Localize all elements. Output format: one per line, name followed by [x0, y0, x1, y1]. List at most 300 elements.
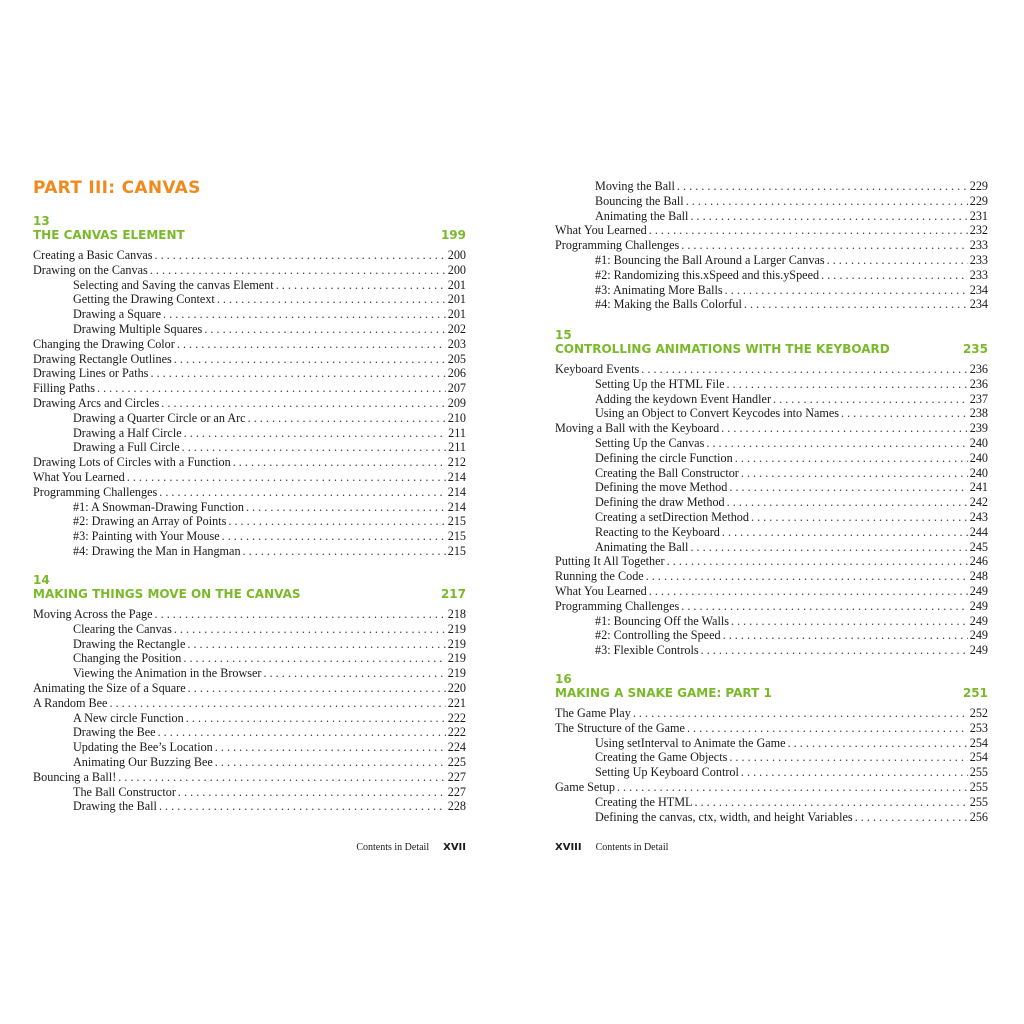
dot-leader: [686, 194, 968, 209]
dot-leader: [821, 268, 968, 283]
toc-entry: [33, 696, 466, 711]
toc-entry-title: Drawing a Quarter Circle or an Arc: [73, 410, 246, 425]
dot-leader: [159, 485, 445, 500]
dot-leader: [222, 529, 446, 544]
dot-leader: [159, 799, 446, 814]
toc-entry-title: Viewing the Animation in the Browser: [73, 666, 262, 681]
toc-entry-title: The Game Play: [555, 706, 631, 720]
dot-leader: [690, 540, 967, 555]
dot-leader: [154, 248, 445, 263]
toc-entry-title: Drawing Arcs and Circles: [33, 395, 160, 410]
toc-entry-page: 236: [969, 362, 988, 376]
dot-leader: [118, 770, 445, 785]
toc-entry: [33, 292, 466, 307]
toc-entry-page: 242: [969, 495, 988, 510]
toc-entry: [33, 770, 466, 785]
dot-leader: [109, 696, 445, 711]
dot-leader: [204, 322, 445, 337]
toc-entry-title: Setting Up the Canvas: [595, 435, 705, 450]
toc-entry: [33, 711, 466, 726]
toc-entry-page: 249: [969, 598, 988, 613]
toc-entry-page: 238: [969, 406, 988, 421]
toc-entry-page: 233: [969, 252, 988, 267]
toc-entry: [555, 569, 988, 584]
dot-leader: [158, 725, 446, 740]
chapter-title: MAKING A SNAKE GAME: PART 1: [555, 686, 772, 700]
dot-leader: [183, 651, 445, 666]
toc-entry: [555, 436, 988, 451]
dot-leader: [751, 510, 968, 525]
toc-entry: [33, 322, 466, 337]
toc-entry-page: 211: [448, 425, 466, 440]
toc-entry-title: #3: Animating More Balls: [595, 282, 723, 297]
toc-entry-title: Moving a Ball with the Keyboard: [555, 421, 720, 436]
toc-entry-title: Drawing the Rectangle: [73, 636, 186, 651]
toc-entry-page: 241: [969, 480, 988, 495]
toc-entry-title: The Structure of the Game: [555, 720, 685, 735]
chapter-16: [555, 672, 988, 824]
dot-leader: [646, 569, 968, 584]
dot-leader: [722, 525, 968, 540]
toc-entry-page: 240: [969, 435, 988, 450]
toc-entry-page: 210: [447, 410, 466, 425]
page-number: XVIII: [555, 842, 582, 853]
toc-entry-title: Animating the Ball: [595, 208, 689, 223]
toc-entry: [555, 750, 988, 765]
toc-entry: [33, 426, 466, 441]
toc-entry-page: 219: [447, 666, 466, 681]
toc-entry-page: 219: [447, 636, 466, 651]
toc-entry: [555, 584, 988, 599]
toc-entry: [33, 622, 466, 637]
dot-leader: [701, 643, 968, 658]
chapter-heading: [33, 587, 466, 601]
toc-entry: [33, 337, 466, 352]
toc-entry-title: Defining the circle Function: [595, 450, 733, 465]
dot-leader: [727, 495, 968, 510]
dot-leader: [182, 440, 447, 455]
toc-entry-page: 240: [969, 465, 988, 480]
toc-entry-title: Drawing on the Canvas: [33, 262, 148, 277]
toc-entry: [555, 765, 988, 780]
toc-entry: [555, 194, 988, 209]
toc-entry: [33, 681, 466, 696]
toc-entry-page: 244: [969, 524, 988, 539]
dot-leader: [174, 352, 446, 367]
dot-leader: [649, 584, 968, 599]
toc-entry-page: 256: [969, 809, 988, 824]
toc-entry-page: 207: [447, 381, 466, 396]
toc-entry-title: Keyboard Events: [555, 362, 640, 376]
toc-entry-page: 249: [969, 628, 988, 643]
toc-entry-title: Moving the Ball: [595, 179, 675, 193]
chapter-number: 15: [555, 328, 572, 342]
dot-leader: [174, 622, 446, 637]
toc-entry: [33, 455, 466, 470]
toc-entry-page: 224: [447, 740, 466, 755]
dot-leader: [177, 337, 446, 352]
toc-entry-title: Programming Challenges: [555, 598, 680, 613]
toc-entry-title: Drawing a Square: [73, 307, 161, 322]
chapter-title: MAKING THINGS MOVE ON THE CANVAS: [33, 587, 301, 601]
chapter-title: CONTROLLING ANIMATIONS WITH THE KEYBOARD: [555, 342, 890, 356]
toc-entry-page: 255: [969, 794, 988, 809]
toc-entry: [33, 307, 466, 322]
toc-entry-title: Drawing the Bee: [73, 725, 156, 740]
toc-entry-title: Putting It All Together: [555, 554, 665, 569]
dot-leader: [187, 637, 445, 652]
toc-entry-title: Adding the keydown Event Handler: [595, 391, 771, 406]
toc-entry: [555, 540, 988, 555]
dot-leader: [217, 292, 446, 307]
chapter-page: 199: [440, 228, 466, 242]
toc-entry: [33, 411, 466, 426]
chapter-heading: [33, 228, 466, 242]
dot-leader: [184, 426, 447, 441]
dot-leader: [243, 544, 446, 559]
toc-entry: [555, 628, 988, 643]
toc-entry: [555, 392, 988, 407]
toc-entry: [33, 544, 466, 559]
chapter-number: 16: [555, 672, 572, 686]
dot-leader: [155, 607, 446, 622]
toc-entries: [555, 179, 988, 312]
chapter-15: [555, 328, 988, 658]
toc-entry-page: 232: [969, 223, 988, 238]
toc-entry-page: 214: [447, 484, 466, 499]
toc-entry: [555, 525, 988, 540]
toc-entry-title: Updating the Bee’s Location: [73, 740, 213, 755]
toc-entry: [33, 485, 466, 500]
toc-entry-page: 254: [969, 750, 988, 765]
toc-entry-page: 209: [447, 395, 466, 410]
toc-entry-title: #1: Bouncing Off the Walls: [595, 613, 729, 628]
dot-leader: [723, 628, 968, 643]
toc-entry-page: 214: [447, 499, 466, 514]
page-number: XVII: [443, 842, 466, 853]
toc-entry: [33, 440, 466, 455]
dot-leader: [178, 785, 446, 800]
toc-entry-title: Using an Object to Convert Keycodes into Names: [595, 406, 840, 421]
toc-entry-title: Creating the Game Objects: [595, 750, 728, 765]
toc-entry-title: Animating the Ball: [595, 539, 689, 554]
toc-entry: [555, 721, 988, 736]
dot-leader: [735, 451, 968, 466]
toc-entry-title: Animating the Size of a Square: [33, 680, 186, 695]
toc-entry-title: Setting Up the HTML File: [595, 376, 725, 391]
dot-leader: [827, 253, 968, 268]
toc-entry-title: What You Learned: [555, 583, 647, 598]
toc-entry: [555, 736, 988, 751]
toc-entry-page: 240: [969, 450, 988, 465]
toc-entry-title: Animating Our Buzzing Bee: [73, 754, 213, 769]
toc-entry-title: Setting Up Keyboard Control: [595, 765, 739, 780]
chapter-heading: [555, 342, 988, 356]
dot-leader: [721, 421, 968, 436]
toc-entry-page: 200: [447, 262, 466, 277]
toc-entry-title: Programming Challenges: [555, 238, 680, 253]
toc-entry-page: 202: [447, 321, 466, 336]
toc-entry-page: 233: [969, 238, 988, 253]
toc-entry: [33, 529, 466, 544]
toc-entry: [33, 263, 466, 278]
toc-entry-page: 201: [447, 277, 466, 292]
toc-entry-title: Moving Across the Page: [33, 607, 153, 621]
toc-entry-title: Drawing a Full Circle: [73, 440, 180, 455]
toc-entry-title: Drawing Lots of Circles with a Function: [33, 455, 231, 470]
dot-leader: [731, 614, 968, 629]
chapter-page: 235: [962, 342, 988, 356]
toc-entry-page: 246: [969, 554, 988, 569]
toc-entry-page: 221: [447, 695, 466, 710]
toc-entry: [33, 607, 466, 622]
toc-entry-page: 212: [447, 455, 466, 470]
toc-entry-page: 222: [447, 725, 466, 740]
toc-entry: [555, 510, 988, 525]
toc-entry-page: 219: [447, 651, 466, 666]
toc-entries: [33, 248, 466, 559]
dot-leader: [729, 750, 967, 765]
dot-leader: [687, 721, 968, 736]
toc-entry: [555, 810, 988, 825]
dot-leader: [228, 514, 445, 529]
toc-entry-title: Bouncing the Ball: [595, 193, 684, 208]
toc-entry-title: Drawing Rectangle Outlines: [33, 351, 172, 366]
toc-entry-title: #2: Drawing an Array of Points: [73, 514, 227, 529]
toc-entry-title: Defining the draw Method: [595, 495, 725, 510]
toc-entry-page: 211: [448, 440, 466, 455]
dot-leader: [677, 179, 968, 194]
chapter-title: THE CANVAS ELEMENT: [33, 228, 185, 242]
toc-entry-title: The Ball Constructor: [73, 784, 176, 799]
dot-leader: [855, 810, 968, 825]
chapter-13: [33, 214, 466, 559]
dot-leader: [727, 377, 968, 392]
toc-entry-title: Using setInterval to Animate the Game: [595, 735, 786, 750]
toc-entry-title: Drawing the Ball: [73, 799, 157, 814]
dot-leader: [641, 362, 967, 377]
toc-entry-page: 203: [447, 336, 466, 351]
toc-entry-title: Creating a setDirection Method: [595, 509, 749, 524]
dot-leader: [233, 455, 446, 470]
toc-entry-title: What You Learned: [555, 223, 647, 238]
toc-entry-page: 252: [969, 706, 988, 720]
toc-entry: [555, 643, 988, 658]
dot-leader: [617, 780, 968, 795]
toc-entry-page: 237: [969, 391, 988, 406]
toc-entry-title: Changing the Position: [73, 651, 182, 666]
dot-leader: [150, 366, 445, 381]
dot-leader: [161, 396, 445, 411]
dot-leader: [215, 755, 446, 770]
toc-entry-title: Bouncing a Ball!: [33, 769, 117, 784]
toc-entry-title: Defining the move Method: [595, 480, 728, 495]
toc-entry-title: Changing the Drawing Color: [33, 336, 175, 351]
dot-leader: [741, 765, 968, 780]
footer-label: Contents in Detail: [356, 842, 430, 853]
dot-leader: [681, 599, 967, 614]
toc-entry: [555, 554, 988, 569]
toc-entry: [555, 406, 988, 421]
chapter-page: 217: [440, 587, 466, 601]
dot-leader: [248, 411, 446, 426]
toc-entry: [555, 780, 988, 795]
toc-entries: [33, 607, 466, 814]
toc-entry-title: Reacting to the Keyboard: [595, 524, 720, 539]
toc-entry-title: Getting the Drawing Context: [73, 292, 215, 307]
toc-entry: [33, 366, 466, 381]
page-footer: [555, 842, 668, 853]
toc-entry: [555, 795, 988, 810]
toc-entry-title: #3: Painting with Your Mouse: [73, 529, 220, 544]
chapter-14-continued: [555, 179, 988, 312]
chapter-number: 13: [33, 214, 50, 228]
toc-entry-title: #2: Controlling the Speed: [595, 628, 721, 643]
toc-entry-page: 215: [447, 543, 466, 558]
toc-entry-page: 234: [969, 282, 988, 297]
dot-leader: [633, 706, 968, 721]
dot-leader: [744, 297, 968, 312]
toc-entry-page: 222: [447, 710, 466, 725]
toc-entry-page: 236: [969, 376, 988, 391]
toc-entry-page: 231: [969, 208, 988, 223]
dot-leader: [276, 278, 446, 293]
toc-entry-page: 229: [969, 179, 988, 193]
toc-entry-title: #1: A Snowman-Drawing Function: [73, 499, 244, 514]
dot-leader: [163, 307, 446, 322]
toc-entry: [33, 740, 466, 755]
toc-entry-title: #3: Flexible Controls: [595, 643, 699, 658]
toc-entry: [33, 470, 466, 485]
dot-leader: [690, 209, 967, 224]
toc-entry-page: 227: [447, 769, 466, 784]
toc-entry: [33, 799, 466, 814]
toc-entry: [33, 352, 466, 367]
dot-leader: [97, 381, 446, 396]
toc-entry: [33, 637, 466, 652]
dot-leader: [841, 406, 968, 421]
toc-entry: [555, 253, 988, 268]
dot-leader: [649, 223, 968, 238]
dot-leader: [186, 711, 446, 726]
toc-entry: [555, 209, 988, 224]
toc-entry: [33, 785, 466, 800]
toc-entry-page: 253: [969, 720, 988, 735]
dot-leader: [188, 681, 446, 696]
chapter-heading: [555, 686, 988, 700]
toc-entry: [555, 377, 988, 392]
toc-entry-page: 225: [447, 754, 466, 769]
toc-entry-page: 201: [447, 292, 466, 307]
toc-entry: [555, 706, 988, 721]
toc-entry: [555, 421, 988, 436]
toc-entry: [555, 466, 988, 481]
toc-entry: [33, 755, 466, 770]
part-title: PART III: CANVAS: [33, 178, 201, 198]
toc-entry-page: 218: [447, 607, 466, 621]
toc-entry-page: 206: [447, 366, 466, 381]
dot-leader: [741, 466, 968, 481]
toc-entry-page: 234: [969, 297, 988, 312]
toc-entry-page: 215: [447, 514, 466, 529]
toc-entry-title: Drawing Lines or Paths: [33, 366, 149, 381]
toc-entry-page: 227: [447, 784, 466, 799]
dot-leader: [773, 392, 968, 407]
toc-entry: [33, 500, 466, 515]
page-footer: [356, 842, 466, 853]
toc-entry: [33, 381, 466, 396]
toc-entry-title: #1: Bouncing the Ball Around a Larger Canvas: [595, 252, 825, 267]
toc-entry-page: 215: [447, 529, 466, 544]
toc-entries: [555, 362, 988, 658]
toc-entry-page: 219: [447, 621, 466, 636]
dot-leader: [681, 238, 967, 253]
toc-entry: [555, 495, 988, 510]
toc-entry: [555, 614, 988, 629]
toc-entry-page: 200: [447, 248, 466, 262]
chapter-page: 251: [962, 686, 988, 700]
toc-entry: [555, 283, 988, 298]
toc-entry-page: 239: [969, 421, 988, 436]
toc-entry-title: Creating the HTML: [595, 794, 693, 809]
dot-leader: [667, 554, 968, 569]
toc-entry-page: 245: [969, 539, 988, 554]
toc-entry: [555, 268, 988, 283]
toc-entry: [555, 451, 988, 466]
toc-entry-title: Creating a Basic Canvas: [33, 248, 153, 262]
toc-entries: [555, 706, 988, 824]
toc-entry: [33, 725, 466, 740]
toc-entry-page: 249: [969, 643, 988, 658]
toc-entry-page: 201: [447, 307, 466, 322]
dot-leader: [246, 500, 446, 515]
toc-entry-page: 228: [447, 799, 466, 814]
toc-entry-title: #4: Drawing the Man in Hangman: [73, 543, 241, 558]
toc-entry-page: 220: [447, 680, 466, 695]
toc-entry: [555, 362, 988, 377]
toc-entry: [555, 179, 988, 194]
toc-entry: [33, 278, 466, 293]
toc-entry-title: Drawing a Half Circle: [73, 425, 182, 440]
toc-entry-title: What You Learned: [33, 469, 125, 484]
toc-entry-title: Drawing Multiple Squares: [73, 321, 203, 336]
toc-entry: [33, 651, 466, 666]
toc-entry-page: 248: [969, 569, 988, 584]
toc-entry: [33, 248, 466, 263]
toc-entry: [555, 238, 988, 253]
toc-entry: [555, 599, 988, 614]
dot-leader: [215, 740, 446, 755]
chapter-14: [33, 573, 466, 814]
toc-entry: [33, 666, 466, 681]
dot-leader: [263, 666, 445, 681]
toc-entry-page: 254: [969, 735, 988, 750]
toc-entry-title: Selecting and Saving the canvas Element: [73, 277, 274, 292]
toc-entry: [555, 480, 988, 495]
toc-entry-page: 249: [969, 583, 988, 598]
chapter-number: 14: [33, 573, 50, 587]
toc-entry-title: Clearing the Canvas: [73, 621, 172, 636]
toc-entry-title: A New circle Function: [73, 710, 184, 725]
toc-entry-title: Creating the Ball Constructor: [595, 465, 739, 480]
toc-entry-page: 255: [969, 765, 988, 780]
toc-entry-title: Defining the canvas, ctx, width, and height Variables: [595, 809, 853, 824]
toc-entry-title: Running the Code: [555, 569, 644, 584]
toc-entry: [33, 396, 466, 411]
footer-label: Contents in Detail: [595, 842, 669, 853]
dot-leader: [694, 795, 967, 810]
toc-entry-title: Filling Paths: [33, 381, 95, 396]
